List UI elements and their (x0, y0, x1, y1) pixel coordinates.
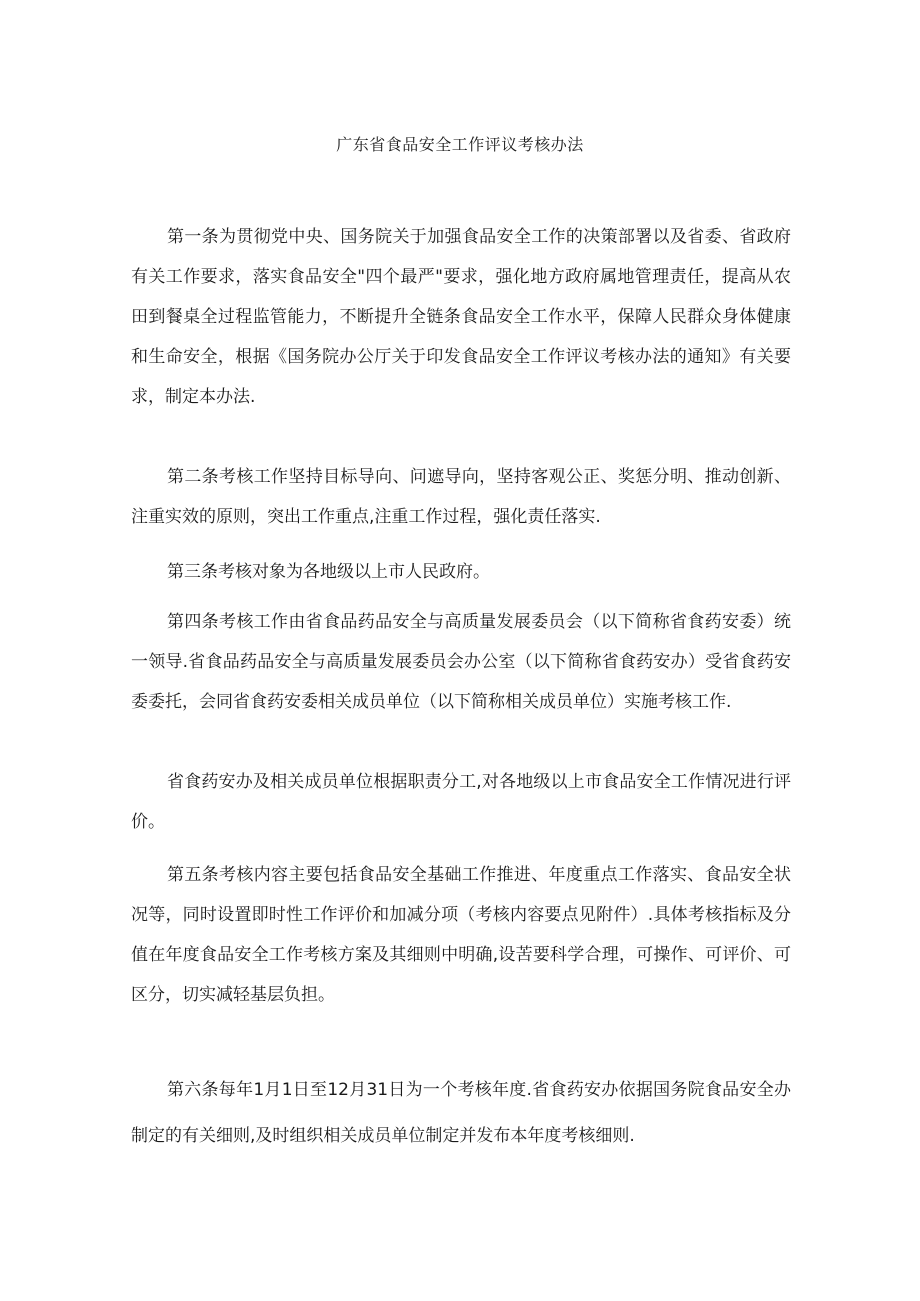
article-6-paragraph: 第六条每年1月1日至12月31日为一个考核年度.省食药安办依据国务院食品安全办制定的有关细则,及时组织相关成员单位制定并发布本年度考核细则. (131, 1080, 791, 1146)
article-3-paragraph: 第三条考核对象为各地级以上市人民政府。 (167, 562, 490, 582)
article-1-paragraph: 第一条为贯彻党中央、国务院关于加强食品安全工作的决策部署以及省委、省政府有关工作要求，落实食品安全"四个最严"要求，强化地方政府属地管理责任，提高从农田到餐桌全过程监管能力，不断提升全链条食品安全工作水平，保障人民群众身体健康和生命安全，根据《国务院办公厅关于印发食品安全工作评议考核办法的通知》有关要求，制定本办法. (131, 227, 791, 407)
article-5-paragraph: 第五条考核内容主要包括食品安全基础工作推进、年度重点工作落实、食品安全状况等，同时设置即时性工作评价和加减分项（考核内容要点见附件）.具体考核指标及分值在年度食品安全工作考核方案及其细则中明确,设苦要科学合理，可操作、可评价、可区分，切实减轻基层负担。 (131, 865, 791, 1005)
article-2-paragraph: 第二条考核工作坚持目标导向、问遮导向，坚持客观公正、奖惩分明、推动创新、注重实效的原则，突出工作重点,注重工作过程，强化责任落实. (131, 467, 791, 527)
article-4-continuation-paragraph: 省食药安办及相关成员单位根据职责分工,对各地级以上市食品安全工作情况进行评价。 (131, 772, 791, 832)
article-4-paragraph: 第四条考核工作由省食品药品安全与高质量发展委员会（以下简称省食药安委）统一领导.省食品药品安全与高质量发展委员会办公室（以下简称省食药安办）受省食药安委委托，会同省食药安委相关成员单位（以下简称相关成员单位）实施考核工作. (131, 612, 791, 712)
document-title: 广东省食品安全工作评议考核办法 (336, 135, 584, 154)
